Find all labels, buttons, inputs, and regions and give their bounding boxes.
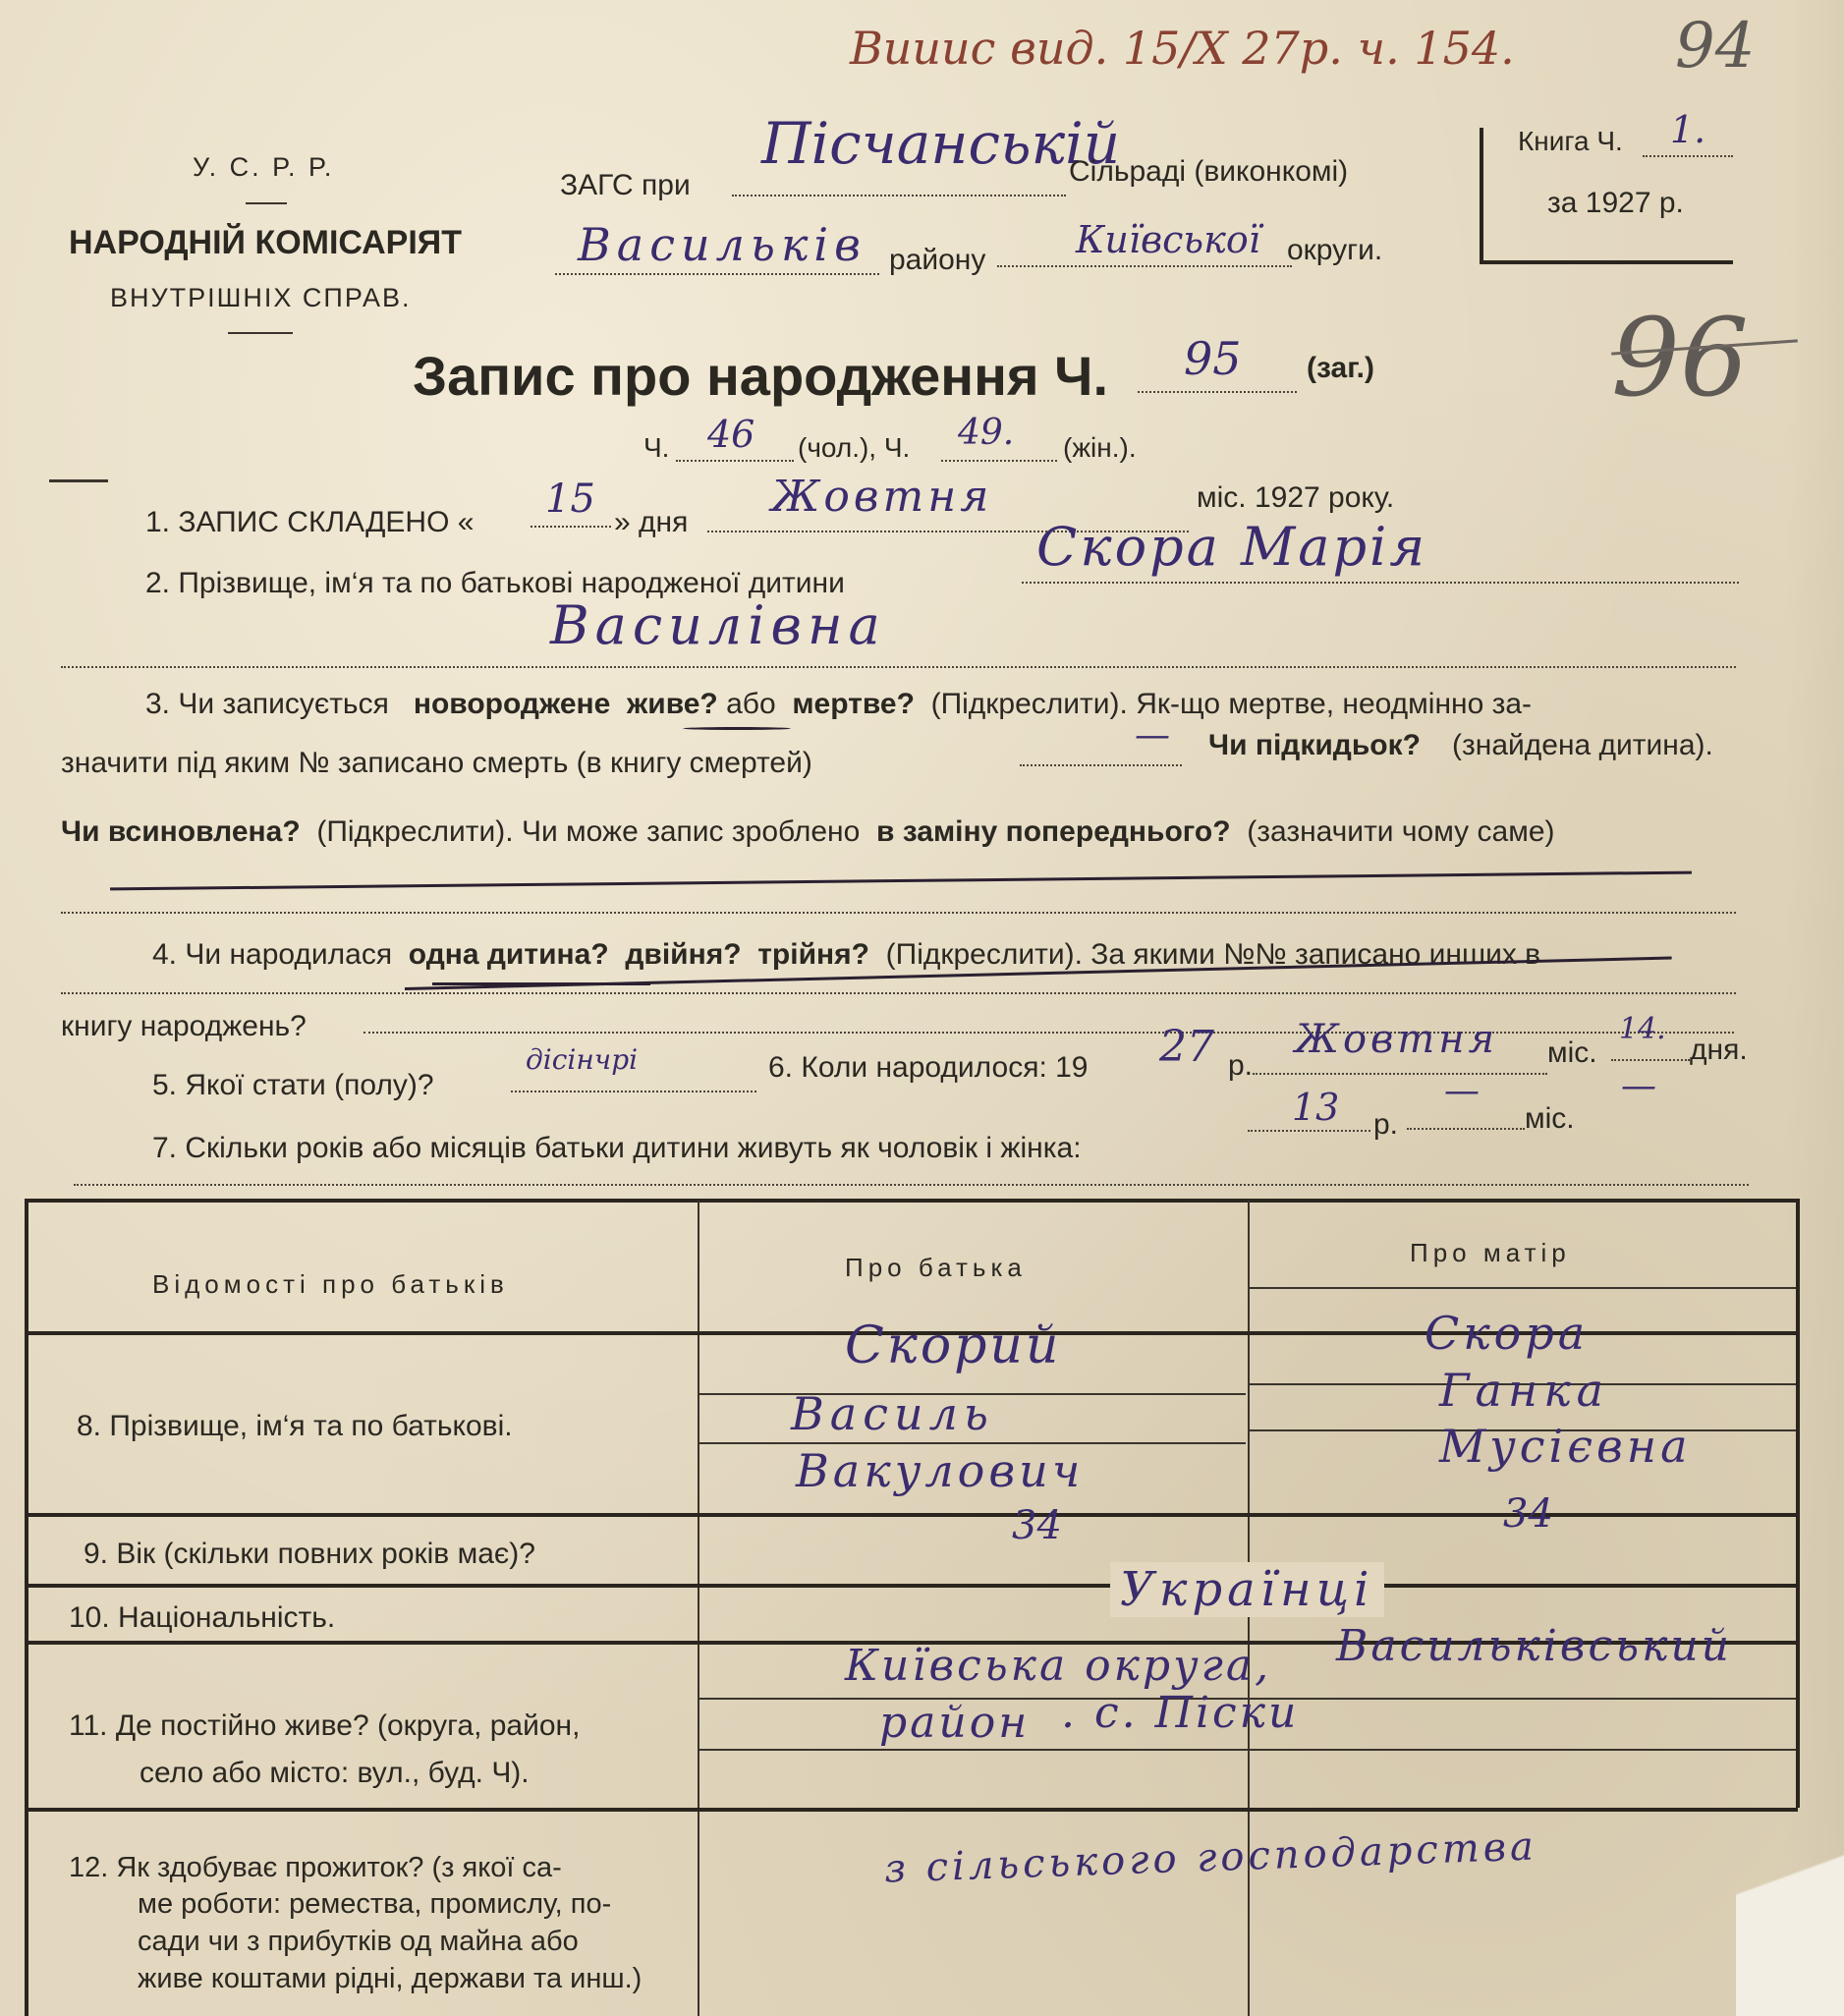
- commissariat-title: НАРОДНІЙ КОМІСАРІЯТ: [69, 224, 462, 261]
- row-12-label-1: 12. Як здобуває прожиток? (з якої са-: [69, 1852, 562, 1883]
- item-3-foundling: Чи підкидьок?: [1208, 729, 1421, 761]
- item-3-a: 3. Чи записується новороджене живе? або мертве? (Підкреслити). Як-що мертве, неодмінно за-: [145, 688, 1533, 720]
- item-3-line: [61, 912, 1736, 914]
- divider: [228, 332, 293, 334]
- item-6-month-line: [1253, 1073, 1547, 1075]
- item-1-day: 15: [545, 476, 595, 522]
- item-7-line: [74, 1184, 1749, 1186]
- book-year: за 1927 р.: [1547, 187, 1684, 219]
- paper-edge-shadow: [1785, 0, 1844, 2016]
- row-10-label: 10. Національність.: [69, 1601, 336, 1634]
- father-age: 34: [1012, 1503, 1062, 1548]
- item-4-f: книгу народжень?: [61, 1010, 307, 1042]
- zags-value: Пісчанській: [761, 110, 1121, 177]
- child-patronymic: Василівна: [550, 594, 886, 656]
- margin-mark: [49, 479, 108, 482]
- female-label: (жін.).: [1063, 432, 1137, 463]
- okrug-value: Київської: [1076, 218, 1260, 261]
- item-7-years: 13: [1292, 1086, 1340, 1129]
- item-3-death-label: значити під яким № записано смерть (в книгу смертей): [61, 747, 812, 779]
- table-head-col3: Про матір: [1410, 1238, 1571, 1267]
- item-6-mis: міс.: [1547, 1036, 1597, 1069]
- item-6-r: р.: [1228, 1049, 1254, 1082]
- ussr-label: У. С. Р. Р.: [193, 152, 335, 182]
- father-patronymic: Вакулович: [796, 1444, 1085, 1497]
- item-7-months-line: [1407, 1128, 1525, 1130]
- zags-label: ЗАГС при: [560, 169, 691, 201]
- torn-corner: [1736, 1761, 1844, 2016]
- zags-field-line: [732, 195, 1066, 196]
- row-9-label: 9. Вік (скільки повних років має)?: [84, 1538, 535, 1570]
- item-1-day-line: [531, 526, 611, 528]
- item-2-line-2: [61, 666, 1736, 668]
- item-4-a: 4. Чи народилася одна дитина? двійня? трійня? (Підкреслити). За якими №№ записано инших в: [152, 938, 1541, 971]
- book-box-bottom: [1480, 260, 1733, 264]
- commissariat-subtitle: ВНУТРІШНІХ СПРАВ.: [110, 283, 412, 312]
- okrug-label: округи.: [1287, 234, 1383, 266]
- table-head-col1: Відомості про батьків: [152, 1269, 509, 1299]
- female-number-line: [941, 460, 1057, 462]
- corrected-number: 96: [1611, 295, 1749, 420]
- row-9-bottom: [25, 1584, 1798, 1588]
- residence-village: . с. Піски: [1061, 1688, 1300, 1738]
- district-label: району: [889, 244, 986, 276]
- option-alive: живе?: [626, 688, 718, 720]
- row-11-label-2: село або місто: вул., буд. Ч).: [140, 1757, 530, 1789]
- item-4-line-1: [61, 992, 1736, 994]
- corner-number: 94: [1675, 10, 1756, 83]
- row-11-label-1: 11. Де постійно живе? (округа, район,: [69, 1709, 581, 1742]
- row-12-label-3: сади чи з прибутків од майна або: [138, 1926, 579, 1957]
- male-number: 46: [707, 413, 755, 456]
- item-3-foundling-note: (знайдена дитина).: [1452, 729, 1713, 761]
- item-1-end: міс. 1927 року.: [1197, 481, 1395, 514]
- table-head-line-right: [1248, 1287, 1796, 1289]
- residence-district: Васильківський: [1336, 1621, 1733, 1671]
- child-name: Скора Марія: [1036, 516, 1428, 578]
- document-title: Запис про народження Ч.: [413, 345, 1109, 407]
- item-6-month: Жовтня: [1295, 1017, 1499, 1062]
- row-12-label-2: ме роботи: ремества, промислу, по-: [138, 1888, 612, 1920]
- item-1-mid: » дня: [614, 506, 689, 538]
- livelihood-value: з сільського господарства: [883, 1823, 1538, 1892]
- item-2-line-1: [1022, 582, 1739, 584]
- item-6-year: 27: [1159, 1022, 1214, 1072]
- item-1-label: 1. ЗАПИС СКЛАДЕНО «: [145, 506, 475, 538]
- item-7-r: р.: [1373, 1108, 1399, 1141]
- item-3-death-line: [1020, 764, 1182, 766]
- father-name: Василь: [791, 1387, 994, 1440]
- item-7-mis: міс.: [1525, 1102, 1575, 1135]
- title-number: 95: [1184, 332, 1242, 385]
- row-11-bottom: [25, 1808, 1798, 1812]
- title-number-line: [1138, 391, 1297, 393]
- table-head-col2: Про батька: [845, 1253, 1027, 1282]
- residence-okrug: Київська округа,: [845, 1641, 1272, 1691]
- item-4-line-2: [363, 1032, 1734, 1034]
- district-field-line: [555, 273, 879, 275]
- item-6-label: 6. Коли народилося: 19: [768, 1051, 1089, 1084]
- father-surname: Скорий: [845, 1316, 1062, 1375]
- item-1-month: Жовтня: [771, 472, 993, 522]
- option-single: одна дитина?: [408, 938, 609, 971]
- item-7-dash-2: —: [1621, 1066, 1656, 1106]
- item-6-dnya: дня.: [1690, 1034, 1748, 1066]
- subcount-prefix: Ч.: [643, 432, 670, 463]
- district-value: Васильків: [578, 218, 866, 271]
- male-number-line: [676, 460, 794, 462]
- book-field-line: [1643, 155, 1733, 157]
- row-12-label-4: живе коштами рідні, держави та инш.): [138, 1963, 643, 1994]
- residence-district-word: район: [879, 1698, 1031, 1748]
- table-left-border: [25, 1199, 28, 2016]
- table-right-border: [1796, 1199, 1800, 1808]
- row-11-line-2: [699, 1749, 1796, 1751]
- nationality-value: Українці: [1110, 1562, 1384, 1617]
- item-5-label: 5. Якої стати (полу)?: [152, 1069, 434, 1101]
- item-7-label: 7. Скільки років або місяців батьки дитини живуть як чоловік і жінка:: [152, 1132, 1082, 1164]
- mother-surname: Скора: [1425, 1307, 1590, 1360]
- item-7-years-line: [1248, 1130, 1370, 1132]
- council-label: Сільраді (виконкомі): [1069, 155, 1349, 188]
- okrug-field-line: [997, 265, 1292, 267]
- divider: [246, 202, 287, 204]
- female-number: 49.: [958, 413, 1015, 453]
- item-5-value: дісінчрі: [526, 1043, 639, 1076]
- item-7-dash-1: —: [1444, 1071, 1480, 1111]
- title-suffix: (заг.): [1307, 352, 1375, 384]
- book-label: Книга Ч.: [1518, 126, 1623, 156]
- book-box-left: [1480, 128, 1483, 263]
- row-8-label: 8. Прізвище, ім‘я та по батькові.: [77, 1410, 513, 1442]
- book-value: 1.: [1670, 108, 1706, 151]
- item-3-death-value: —: [1135, 715, 1170, 756]
- item-3-adopted-line: Чи всиновлена? (Підкреслити). Чи може запис зроблено в заміну попереднього? (зазначити чому саме): [61, 815, 1555, 848]
- mother-patronymic: Мусієвна: [1439, 1420, 1692, 1473]
- item-2-label: 2. Прізвище, ім‘я та по батькові народженої дитини: [145, 567, 845, 599]
- alive-underline: [683, 727, 791, 730]
- item-5-line: [511, 1091, 756, 1092]
- table-col-divider-1: [698, 1201, 699, 2016]
- mother-name: Ганка: [1439, 1364, 1610, 1417]
- mother-age: 34: [1503, 1491, 1553, 1537]
- top-handwritten-note: Вииис вид. 15/Х 27р. ч. 154.: [850, 22, 1515, 75]
- table-top-border: [25, 1199, 1798, 1203]
- male-label: (чол.), Ч.: [798, 432, 911, 463]
- item-6-day-line: [1611, 1059, 1690, 1061]
- item-6-day: 14.: [1619, 1012, 1666, 1046]
